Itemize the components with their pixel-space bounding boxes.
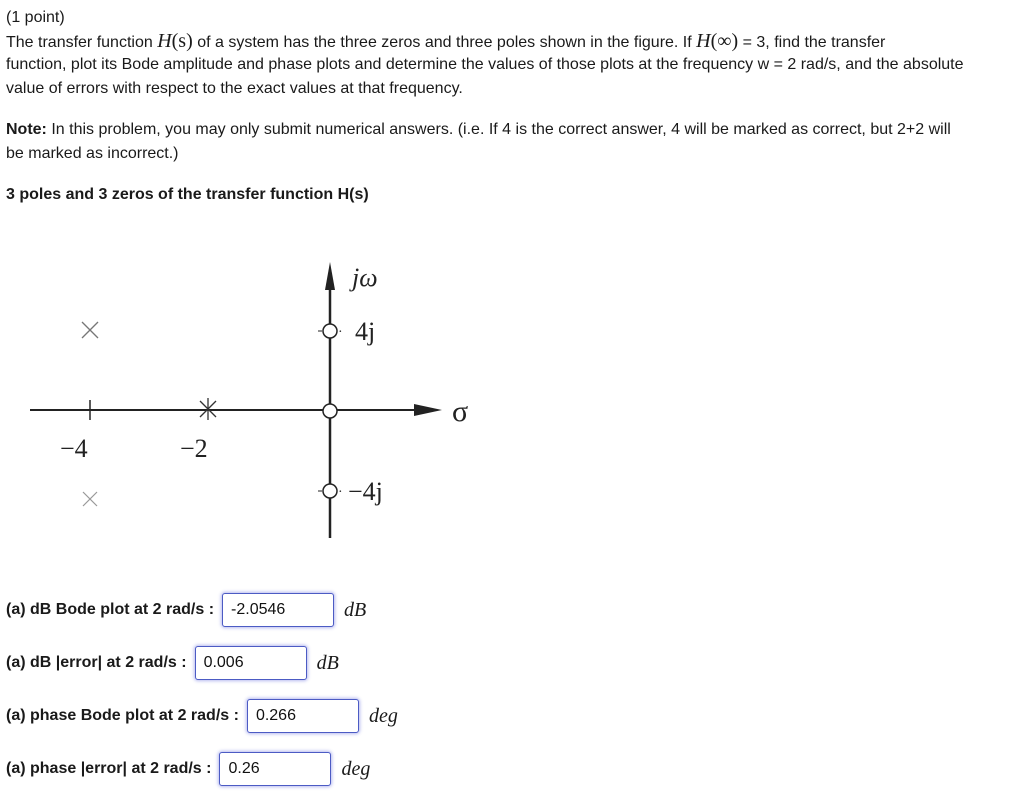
db-bode-input[interactable] <box>222 593 334 627</box>
problem-line-3: value of errors with respect to the exact values at that frequency. <box>6 80 463 97</box>
points-label: (1 point) <box>6 9 65 26</box>
svg-text:·: · <box>338 325 343 340</box>
db-error-input[interactable] <box>195 646 307 680</box>
pole-neg4-minus-4j <box>83 492 97 506</box>
problem-line-2: function, plot its Bode amplitude and phase plots and determine the values of those plots at the frequency w = 2 rad/s, and the absolute <box>6 56 964 73</box>
sigma-arrow-icon <box>414 404 442 416</box>
label-neg2: −2 <box>180 434 208 463</box>
unit-deg-1: deg <box>368 704 398 727</box>
zero-origin <box>323 404 337 418</box>
answer-label-db-bode: (a) dB Bode plot at 2 rad/s : <box>6 601 215 618</box>
jw-arrow-icon <box>325 262 335 290</box>
problem-line-1: The transfer function H(s) of a system has the three zeros and three poles shown in the figure. If H(∞) = 3, find the transfer <box>6 30 886 52</box>
unit-deg-2: deg <box>341 757 371 780</box>
phase-bode-input[interactable] <box>247 699 359 733</box>
sigma-label: σ <box>452 395 469 428</box>
pole-neg4-plus-4j <box>82 322 98 338</box>
jw-label: jω <box>352 263 378 292</box>
note-line-1: Note: In this problem, you may only submit numerical answers. (i.e. If 4 is the correct answer, 4 will be marked as correct, but 2+2 will <box>6 121 951 138</box>
unit-db-1: dB <box>344 598 367 621</box>
answer-row-db-error <box>6 645 339 681</box>
pole-zero-diagram <box>0 220 1024 580</box>
label-4j: 4j <box>355 317 376 346</box>
answer-row-phase-error <box>6 751 370 787</box>
answer-label-phase-error: (a) phase |error| at 2 rad/s : <box>6 760 212 777</box>
phase-error-input[interactable] <box>219 752 331 786</box>
answer-row-phase-bode <box>6 698 398 734</box>
zero-neg4j <box>323 484 337 498</box>
figure-caption: 3 poles and 3 zeros of the transfer function H(s) <box>6 186 369 203</box>
unit-db-2: dB <box>316 651 339 674</box>
answer-row-db-bode <box>6 592 366 628</box>
answer-label-phase-bode: (a) phase Bode plot at 2 rad/s : <box>6 707 239 724</box>
zero-4j <box>323 324 337 338</box>
label-neg4: −4 <box>60 434 88 463</box>
svg-text:·: · <box>338 485 343 500</box>
answer-label-db-error: (a) dB |error| at 2 rad/s : <box>6 654 187 671</box>
note-line-2: be marked as incorrect.) <box>6 145 179 162</box>
label-neg4j: −4j <box>348 477 383 506</box>
